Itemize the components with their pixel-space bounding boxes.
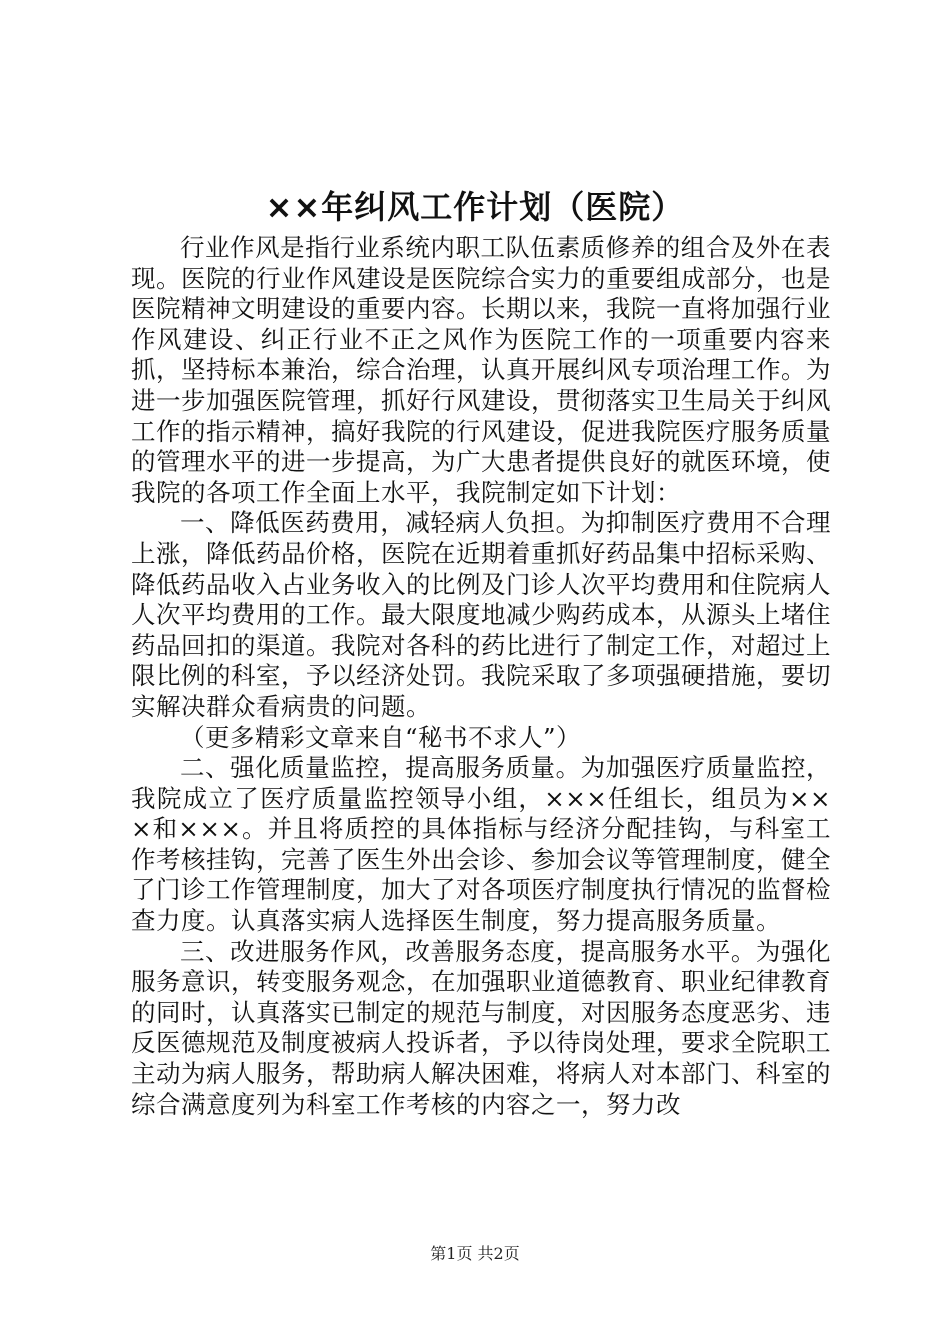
- paragraph-section-2: 二、强化质量监控，提高服务质量。为加强医疗质量监控，我院成立了医疗质量监控领导小组，×××任组长，组员为×××和×××。并且将质控的具体指标与经济分配挂钩，与科室工作考核挂钩，完善了医生外出会诊、参加会议等管理制度，健全了门诊工作管理制度，加大了对各项医疗制度执行情况的监督检查力度。认真落实病人选择医生制度，努力提高服务质量。: [131, 753, 831, 936]
- paragraph-section-1: 一、降低医药费用，减轻病人负担。为抑制医疗费用不合理上涨，降低药品价格，医院在近期着重抓好药品集中招标采购、降低药品收入占业务收入的比例及门诊人次平均费用和住院病人人次平均费用的工作。最大限度地减少购药成本，从源头上堵住药品回扣的渠道。我院对各科的药比进行了制定工作，对超过上限比例的科室，予以经济处罚。我院采取了多项强硬措施，要切实解决群众看病贵的问题。: [131, 508, 831, 721]
- paragraph-intro: 行业作风是指行业系统内职工队伍素质修养的组合及外在表现。医院的行业作风建设是医院综合实力的重要组成部分，也是医院精神文明建设的重要内容。长期以来，我院一直将加强行业作风建设、纠正行业不正之风作为医院工作的一项重要内容来抓，坚持标本兼治，综合治理，认真开展纠风专项治理工作。为进一步加强医院管理，抓好行风建设，贯彻落实卫生局关于纠风工作的指示精神，搞好我院的行风建设，促进我院医疗服务质量的管理水平的进一步提高，为广大患者提供良好的就医环境，使我院的各项工作全面上水平，我院制定如下计划：: [131, 233, 831, 507]
- paragraph-source-note: （更多精彩文章来自“秘书不求人”）: [180, 722, 582, 752]
- document-body: [131, 233, 831, 1120]
- paragraph-section-3: 三、改进服务作风，改善服务态度，提高服务水平。为强化服务意识，转变服务观念，在加强职业道德教育、职业纪律教育的同时，认真落实已制定的规范与制度，对因服务态度恶劣、违反医德规范及制度被病人投诉者，予以待岗处理，要求全院职工主动为病人服务，帮助病人解决困难，将病人对本部门、科室的综合满意度列为科室工作考核的内容之一，努力改: [131, 936, 831, 1119]
- document-title: ××年纠风工作计划（医院）: [265, 188, 685, 226]
- page-footer: 第1页 共2页: [430, 1244, 520, 1263]
